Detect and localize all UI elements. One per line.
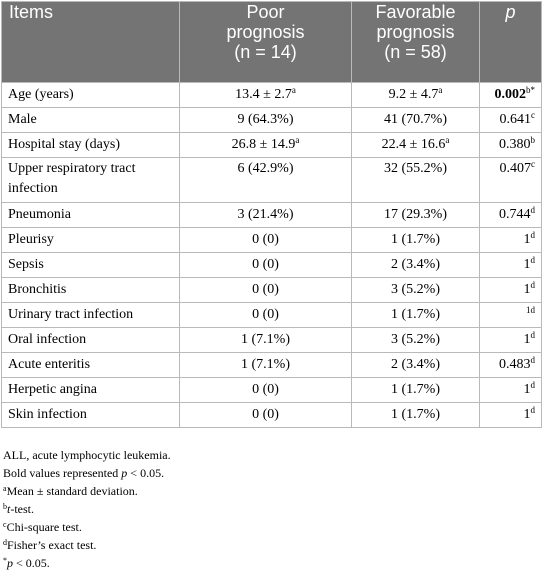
cell-p-text: 0.002 bbox=[494, 87, 526, 102]
footnote-b bbox=[3, 500, 171, 518]
cell-p-superscript: d bbox=[530, 205, 535, 215]
cell-p-value bbox=[480, 353, 542, 378]
header-fav-line2: prognosis bbox=[376, 22, 455, 42]
cell-fav-value: 32 (55.2%) bbox=[384, 161, 447, 176]
cell-fav-value: 17 (29.3%) bbox=[384, 207, 447, 222]
table-header-row bbox=[2, 2, 542, 83]
footnote-abbreviation: ALL, acute lymphocytic leukemia. bbox=[3, 448, 171, 462]
cell-poor-value: 0 (0) bbox=[252, 382, 279, 397]
cell-p-value bbox=[480, 108, 542, 133]
cell-fav-value: 1 (1.7%) bbox=[391, 307, 440, 322]
cell-p-text: 0.380 bbox=[499, 137, 531, 152]
cell-fav-value: 2 (3.4%) bbox=[391, 257, 440, 272]
cell-p-text: 0.407 bbox=[499, 161, 531, 176]
cell-favorable-prognosis bbox=[352, 228, 480, 253]
footnote-c bbox=[3, 518, 171, 536]
cell-item-text: Hospital stay (days) bbox=[8, 137, 120, 152]
cell-p-value bbox=[480, 133, 542, 158]
cell-p-value bbox=[480, 328, 542, 353]
cell-poor-value: 3 (21.4%) bbox=[237, 207, 294, 222]
cell-favorable-prognosis bbox=[352, 203, 480, 228]
cell-p-value bbox=[480, 303, 542, 328]
cell-p-value bbox=[480, 278, 542, 303]
cell-p-text: 1 bbox=[523, 407, 531, 422]
cell-fav-value: 9.2 ± 4.7 bbox=[388, 87, 439, 102]
cell-p-text: 1 bbox=[523, 332, 531, 347]
cell-poor-value: 0 (0) bbox=[252, 257, 279, 272]
cell-item-text: Pleurisy bbox=[8, 232, 54, 247]
table-row bbox=[2, 228, 542, 253]
cell-item-text: Upper respiratory tract infection bbox=[8, 161, 136, 196]
cell-item-text: Male bbox=[8, 112, 37, 127]
cell-p-value bbox=[480, 228, 542, 253]
cell-poor-value: 9 (64.3%) bbox=[237, 112, 294, 127]
cell-poor-value: 1 (7.1%) bbox=[241, 357, 290, 372]
cell-item bbox=[2, 403, 180, 428]
cell-item bbox=[2, 328, 180, 353]
cell-p-value bbox=[480, 253, 542, 278]
cell-favorable-prognosis bbox=[352, 253, 480, 278]
cell-poor-superscript: a bbox=[291, 85, 296, 95]
cell-p-text: 0.744 bbox=[499, 207, 531, 222]
cell-poor-value: 0 (0) bbox=[252, 232, 279, 247]
cell-item bbox=[2, 378, 180, 403]
cell-poor-superscript: a bbox=[295, 135, 300, 145]
table-row bbox=[2, 158, 542, 203]
cell-p-superscript: c bbox=[531, 159, 535, 169]
cell-item-text: Skin infection bbox=[8, 407, 87, 422]
cell-item-text: Age (years) bbox=[8, 87, 74, 102]
table-row bbox=[2, 253, 542, 278]
cell-poor-value: 0 (0) bbox=[252, 282, 279, 297]
footnote-a-text: Mean ± standard deviation. bbox=[6, 484, 138, 498]
footnote-bold-prefix: Bold values represented bbox=[3, 466, 122, 480]
cell-p-text: 1 bbox=[523, 382, 531, 397]
footnote-c-text: Chi-square test. bbox=[6, 520, 82, 534]
table-row bbox=[2, 378, 542, 403]
cell-item bbox=[2, 158, 180, 203]
table-body bbox=[2, 83, 542, 428]
footnote-bold-values bbox=[3, 464, 171, 482]
cell-p-value bbox=[480, 83, 542, 108]
footnote-star-text: < 0.05. bbox=[13, 556, 50, 570]
footnote-d-text: Fisher’s exact test. bbox=[7, 538, 97, 552]
cell-item bbox=[2, 203, 180, 228]
table-row bbox=[2, 303, 542, 328]
cell-p-superscript: d bbox=[530, 280, 535, 290]
cell-p-value bbox=[480, 378, 542, 403]
cell-favorable-prognosis bbox=[352, 133, 480, 158]
cell-item-text: Herpetic angina bbox=[8, 382, 98, 397]
cell-p-significance-mark: * bbox=[530, 85, 535, 95]
header-p-value: p bbox=[480, 2, 542, 83]
table-footnotes bbox=[3, 446, 171, 572]
table-row bbox=[2, 353, 542, 378]
results-table bbox=[1, 1, 542, 428]
cell-item-text: Acute enteritis bbox=[8, 357, 91, 372]
cell-p-text: 1 bbox=[523, 257, 531, 272]
cell-p-superscript: b bbox=[530, 135, 535, 145]
cell-fav-value: 22.4 ± 16.6 bbox=[381, 137, 446, 152]
cell-favorable-prognosis bbox=[352, 378, 480, 403]
cell-item bbox=[2, 303, 180, 328]
header-items: Items bbox=[2, 2, 180, 83]
cell-p-superscript: d bbox=[530, 330, 535, 340]
cell-p-superscript: c bbox=[531, 110, 535, 120]
cell-favorable-prognosis bbox=[352, 328, 480, 353]
cell-favorable-prognosis bbox=[352, 83, 480, 108]
cell-p-text: 1 bbox=[523, 282, 531, 297]
cell-fav-value: 1 (1.7%) bbox=[391, 407, 440, 422]
cell-item-text: Bronchitis bbox=[8, 282, 67, 297]
header-poor-n: (n = 14) bbox=[234, 42, 297, 62]
cell-item-text: Pneumonia bbox=[8, 207, 71, 222]
cell-poor-value: 1 (7.1%) bbox=[241, 332, 290, 347]
footnote-bold-p: p bbox=[121, 466, 128, 480]
cell-p-text: 0.641 bbox=[499, 112, 531, 127]
cell-favorable-prognosis bbox=[352, 278, 480, 303]
cell-fav-superscript: a bbox=[445, 135, 450, 145]
cell-favorable-prognosis bbox=[352, 353, 480, 378]
footnote-a bbox=[3, 482, 171, 500]
cell-item bbox=[2, 133, 180, 158]
cell-poor-value: 0 (0) bbox=[252, 407, 279, 422]
cell-poor-prognosis bbox=[180, 83, 352, 108]
table-row bbox=[2, 203, 542, 228]
cell-favorable-prognosis bbox=[352, 108, 480, 133]
results-table-container bbox=[1, 1, 541, 428]
header-fav-n: (n = 58) bbox=[384, 42, 447, 62]
cell-p-superscript: 1d bbox=[526, 305, 535, 315]
cell-poor-prognosis bbox=[180, 278, 352, 303]
cell-fav-value: 3 (5.2%) bbox=[391, 282, 440, 297]
cell-p-superscript: d bbox=[530, 380, 535, 390]
cell-poor-prognosis bbox=[180, 228, 352, 253]
cell-poor-prognosis bbox=[180, 158, 352, 203]
cell-item bbox=[2, 278, 180, 303]
cell-poor-prognosis bbox=[180, 403, 352, 428]
cell-p-superscript: d bbox=[530, 405, 535, 415]
footnote-c-marker: c bbox=[3, 520, 7, 529]
header-poor-prognosis bbox=[180, 2, 352, 83]
cell-fav-value: 41 (70.7%) bbox=[384, 112, 447, 127]
cell-favorable-prognosis bbox=[352, 303, 480, 328]
footnote-star-marker: * bbox=[3, 556, 7, 565]
footnote-star-p: p bbox=[7, 556, 13, 570]
cell-item bbox=[2, 83, 180, 108]
cell-p-text: 1 bbox=[523, 232, 531, 247]
cell-fav-value: 1 (1.7%) bbox=[391, 382, 440, 397]
header-poor-line1: Poor bbox=[246, 2, 285, 22]
header-fav-line1: Favorable bbox=[375, 2, 456, 22]
cell-poor-value: 0 (0) bbox=[252, 307, 279, 322]
cell-p-text: 0.483 bbox=[499, 357, 531, 372]
footnote-bold-suffix: < 0.05. bbox=[127, 466, 165, 480]
cell-item bbox=[2, 108, 180, 133]
header-favorable-prognosis bbox=[352, 2, 480, 83]
cell-item bbox=[2, 353, 180, 378]
cell-poor-value: 26.8 ± 14.9 bbox=[231, 137, 296, 152]
cell-favorable-prognosis bbox=[352, 158, 480, 203]
cell-item-text: Sepsis bbox=[8, 257, 44, 272]
footnote-d-marker: d bbox=[3, 538, 7, 547]
footnote-b-marker: b bbox=[3, 502, 7, 511]
cell-fav-superscript: a bbox=[438, 85, 443, 95]
table-row bbox=[2, 278, 542, 303]
footnote-significance bbox=[3, 554, 171, 572]
cell-poor-prognosis bbox=[180, 203, 352, 228]
cell-poor-prognosis bbox=[180, 133, 352, 158]
cell-poor-prognosis bbox=[180, 303, 352, 328]
table-row bbox=[2, 403, 542, 428]
cell-poor-prognosis bbox=[180, 353, 352, 378]
footnote-b-text: -test. bbox=[10, 502, 35, 516]
cell-poor-prognosis bbox=[180, 328, 352, 353]
cell-poor-value: 6 (42.9%) bbox=[237, 161, 294, 176]
cell-p-superscript: d bbox=[530, 255, 535, 265]
footnote-b-t: t bbox=[7, 502, 11, 516]
cell-p-superscript: d bbox=[530, 355, 535, 365]
cell-item bbox=[2, 253, 180, 278]
table-row bbox=[2, 83, 542, 108]
cell-item-text: Oral infection bbox=[8, 332, 87, 347]
cell-fav-value: 1 (1.7%) bbox=[391, 232, 440, 247]
cell-poor-value: 13.4 ± 2.7 bbox=[235, 87, 292, 102]
cell-p-value bbox=[480, 158, 542, 203]
footnote-d bbox=[3, 536, 171, 554]
cell-p-superscript: b bbox=[526, 85, 531, 95]
cell-favorable-prognosis bbox=[352, 403, 480, 428]
cell-item-text: Urinary tract infection bbox=[8, 307, 134, 322]
cell-p-value bbox=[480, 403, 542, 428]
cell-p-value bbox=[480, 203, 542, 228]
cell-poor-prognosis bbox=[180, 378, 352, 403]
table-row bbox=[2, 328, 542, 353]
cell-item bbox=[2, 228, 180, 253]
cell-fav-value: 2 (3.4%) bbox=[391, 357, 440, 372]
table-row bbox=[2, 133, 542, 158]
cell-fav-value: 3 (5.2%) bbox=[391, 332, 440, 347]
cell-p-superscript: d bbox=[530, 230, 535, 240]
table-row bbox=[2, 108, 542, 133]
header-poor-line2: prognosis bbox=[226, 22, 305, 42]
footnote-a-marker: a bbox=[3, 484, 7, 493]
cell-poor-prognosis bbox=[180, 253, 352, 278]
cell-poor-prognosis bbox=[180, 108, 352, 133]
